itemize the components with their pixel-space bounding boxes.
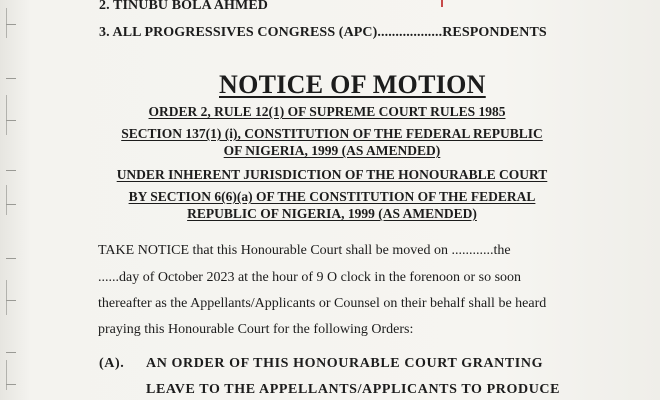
body-line-2: ......day of October 2023 at the hour of 9 O clock in the forenoon or so soon bbox=[98, 270, 522, 285]
heading-inherent-jurisdiction: UNDER INHERENT JURISDICTION OF THE HONOURABLE COURT bbox=[116, 167, 548, 182]
respondent-3: 3. ALL PROGRESSIVES CONGRESS (APC)..................RESPONDENTS bbox=[99, 25, 547, 40]
body-line-4: praying this Honourable Court for the following Orders: bbox=[98, 322, 414, 337]
heading-section-6: BY SECTION 6(6)(a) OF THE CONSTITUTION OF THE FEDERAL bbox=[128, 189, 536, 204]
heading-section-137-cont: OF NIGERIA, 1999 (AS AMENDED) bbox=[223, 143, 441, 158]
body-line-3: thereafter as the Appellants/Applicants or Counsel on their behalf shall be heard bbox=[98, 296, 547, 311]
order-a-line-2: LEAVE TO THE APPELLANTS/APPLICANTS TO PRODUCE bbox=[146, 382, 561, 397]
respondent-2: 2. TINUBU BOLA AHMED bbox=[99, 0, 268, 13]
order-a-line-1: AN ORDER OF THIS HONOURABLE COURT GRANTING bbox=[146, 356, 544, 371]
heading-section-6-cont: REPUBLIC OF NIGERIA, 1999 (AS AMENDED) bbox=[187, 206, 477, 221]
body-line-1: TAKE NOTICE that this Honourable Court shall be moved on ............the bbox=[98, 243, 511, 258]
binding-margin bbox=[6, 0, 18, 400]
red-ink-mark bbox=[441, 0, 443, 7]
order-a-label: (A). bbox=[99, 356, 125, 371]
document-title: NOTICE OF MOTION bbox=[219, 70, 486, 99]
heading-order-rule: ORDER 2, RULE 12(1) OF SUPREME COURT RULES 1985 bbox=[148, 104, 506, 119]
heading-section-137: SECTION 137(1) (i), CONSTITUTION OF THE FEDERAL REPUBLIC bbox=[121, 126, 543, 141]
